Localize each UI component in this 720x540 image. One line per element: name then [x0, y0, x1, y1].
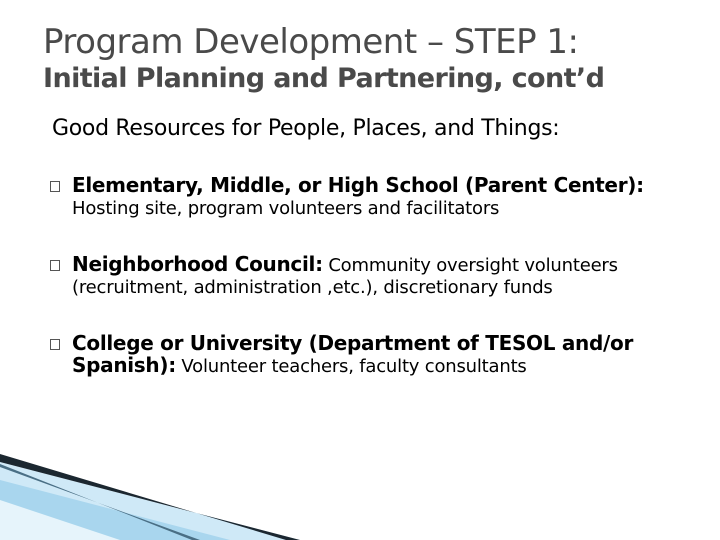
- title-main: Program Development – STEP 1:: [43, 22, 579, 62]
- bullet-description: Community oversight volunteers (recruitment, administration ,etc.), discretionary funds: [72, 255, 618, 298]
- list-item: [50, 174, 650, 220]
- list-item: [50, 332, 650, 378]
- bullet-lead: Neighborhood Council:: [72, 252, 323, 276]
- list-item: [50, 253, 650, 299]
- bullet-box-icon: [50, 339, 60, 350]
- bullet-lead: Elementary, Middle, or High School (Parent Center):: [72, 173, 644, 197]
- bullet-box-icon: [50, 181, 60, 192]
- bullet-description: Hosting site, program volunteers and facilitators: [72, 198, 500, 219]
- bullet-lead: College or University (Department of TESOL and/or Spanish):: [72, 331, 634, 377]
- corner-decoration: [0, 440, 300, 540]
- intro-heading: Good Resources for People, Places, and Things:: [52, 116, 560, 141]
- resource-list: [50, 174, 650, 378]
- bullet-description: Volunteer teachers, faculty consultants: [175, 356, 527, 377]
- title-subtitle: Initial Planning and Partnering, cont’d: [43, 63, 605, 94]
- bullet-box-icon: [50, 260, 60, 271]
- slide-title: [43, 22, 703, 96]
